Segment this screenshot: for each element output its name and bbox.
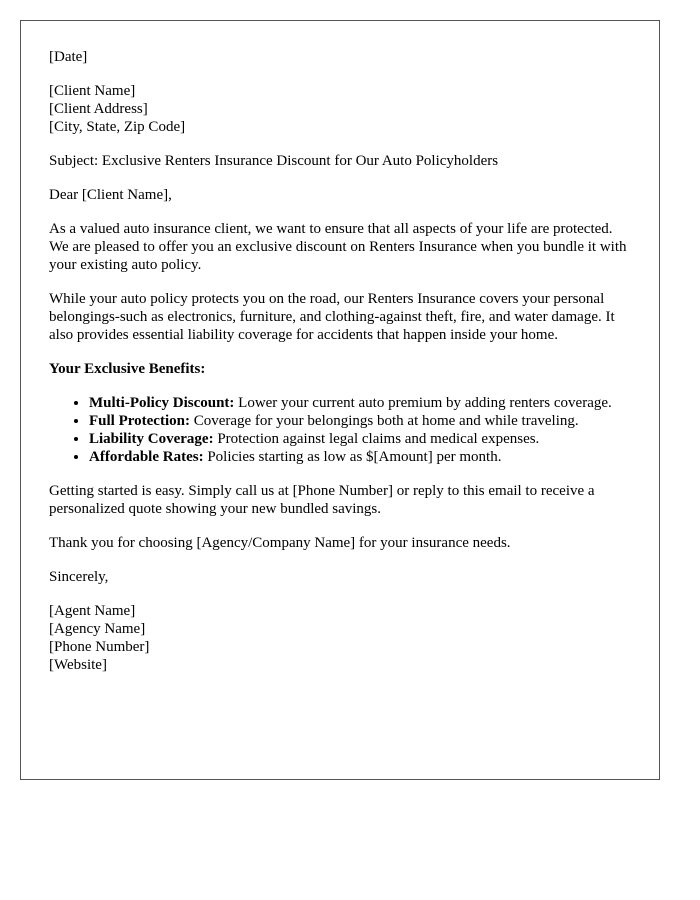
benefit-item-liability xyxy=(89,430,631,448)
signature-block xyxy=(49,602,631,674)
benefits-list xyxy=(49,394,631,466)
agent-name: [Agent Name] xyxy=(49,603,136,619)
letter-closing: Sincerely, xyxy=(49,569,109,585)
benefit-title: Liability Coverage: xyxy=(89,431,214,447)
benefit-text: Protection against legal claims and medical expenses. xyxy=(213,431,540,447)
agency-phone: [Phone Number] xyxy=(49,639,150,655)
coverage-paragraph: While your auto policy protects you on the road, our Renters Insurance covers your personal belongings-such as electronics, furniture, and clothing-against theft, fire, and water damage. It also provides essential liability coverage for accidents that happen inside your home. xyxy=(49,291,615,343)
benefit-title: Affordable Rates: xyxy=(89,449,204,465)
letter-subject: Subject: Exclusive Renters Insurance Discount for Our Auto Policyholders xyxy=(49,153,499,169)
recipient-name: [Client Name] xyxy=(49,83,136,99)
thanks-paragraph: Thank you for choosing [Agency/Company Name] for your insurance needs. xyxy=(49,535,511,551)
call-to-action-paragraph: Getting started is easy. Simply call us at [Phone Number] or reply to this email to receive a personalized quote showing your new bundled savings. xyxy=(49,483,595,517)
letter-page xyxy=(20,20,660,780)
letter-date: [Date] xyxy=(49,49,88,65)
recipient-address: [Client Address] xyxy=(49,101,148,117)
benefit-text: Lower your current auto premium by adding renters coverage. xyxy=(234,395,612,411)
benefit-title: Full Protection: xyxy=(89,413,190,429)
benefit-item-full-protection xyxy=(89,412,631,430)
agency-name: [Agency Name] xyxy=(49,621,146,637)
benefit-item-multi-policy xyxy=(89,394,631,412)
intro-paragraph: As a valued auto insurance client, we want to ensure that all aspects of your life are protected. We are pleased to offer you an exclusive discount on Renters Insurance when you bundle it with your existing auto policy. xyxy=(49,221,627,273)
benefit-text: Policies starting as low as $[Amount] per month. xyxy=(203,449,502,465)
benefits-heading: Your Exclusive Benefits: xyxy=(49,361,206,377)
recipient-address-block xyxy=(49,82,631,136)
benefit-item-affordable-rates xyxy=(89,448,631,466)
recipient-city-state-zip: [City, State, Zip Code] xyxy=(49,119,186,135)
benefit-text: Coverage for your belongings both at home and while traveling. xyxy=(189,413,579,429)
agency-website: [Website] xyxy=(49,657,107,673)
benefit-title: Multi-Policy Discount: xyxy=(89,395,235,411)
letter-salutation: Dear [Client Name], xyxy=(49,187,172,203)
